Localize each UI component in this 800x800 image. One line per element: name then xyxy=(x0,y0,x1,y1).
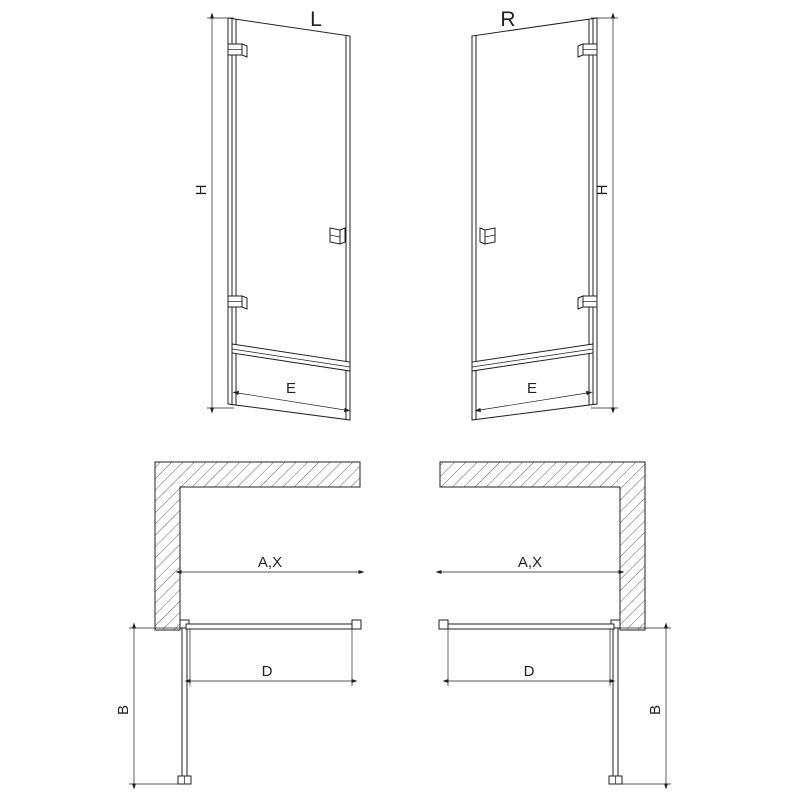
plan-view-left xyxy=(115,462,361,784)
plan-view-right xyxy=(439,462,671,784)
left-height-dimension-label: H xyxy=(193,184,210,196)
right-bottom-hinge xyxy=(578,296,597,309)
plan-right-door-leaf xyxy=(609,620,622,784)
plan-right-swing-dimension xyxy=(618,628,671,784)
right-top-hinge xyxy=(578,44,597,57)
plan-right-door-dimension-label: D xyxy=(523,663,535,680)
plan-left-opening-dimension-label: A,X xyxy=(257,554,283,571)
right-door-handle xyxy=(480,228,495,244)
plan-left-jamb-profile xyxy=(186,620,361,629)
plan-left-wall xyxy=(155,462,360,630)
elevation-view-left xyxy=(193,8,350,420)
left-top-hinge xyxy=(228,44,247,57)
plan-right-swing-dimension-label: B xyxy=(647,704,664,716)
left-width-dimension-label: E xyxy=(285,380,297,397)
plan-left-opening-dimension xyxy=(181,554,359,572)
variant-label-left: L xyxy=(310,8,322,31)
right-width-dimension-label: E xyxy=(526,380,538,397)
plan-right-door-dimension xyxy=(448,629,610,686)
plan-left-swing-dimension xyxy=(115,628,182,784)
right-height-dimension-label: H xyxy=(594,184,611,196)
left-bottom-hinge xyxy=(228,296,247,309)
plan-left-door-dimension xyxy=(190,629,352,686)
plan-right-opening-dimension-label: A,X xyxy=(517,554,543,571)
plan-right-jamb-profile xyxy=(439,620,614,629)
left-door-handle xyxy=(330,228,345,244)
elevation-view-right xyxy=(472,8,618,420)
plan-right-wall xyxy=(440,462,645,630)
plan-left-swing-dimension-label: B xyxy=(115,704,132,716)
variant-label-right: R xyxy=(500,8,516,31)
plan-right-opening-dimension xyxy=(441,554,619,572)
plan-left-door-leaf xyxy=(178,620,191,784)
plan-left-door-dimension-label: D xyxy=(261,663,273,680)
